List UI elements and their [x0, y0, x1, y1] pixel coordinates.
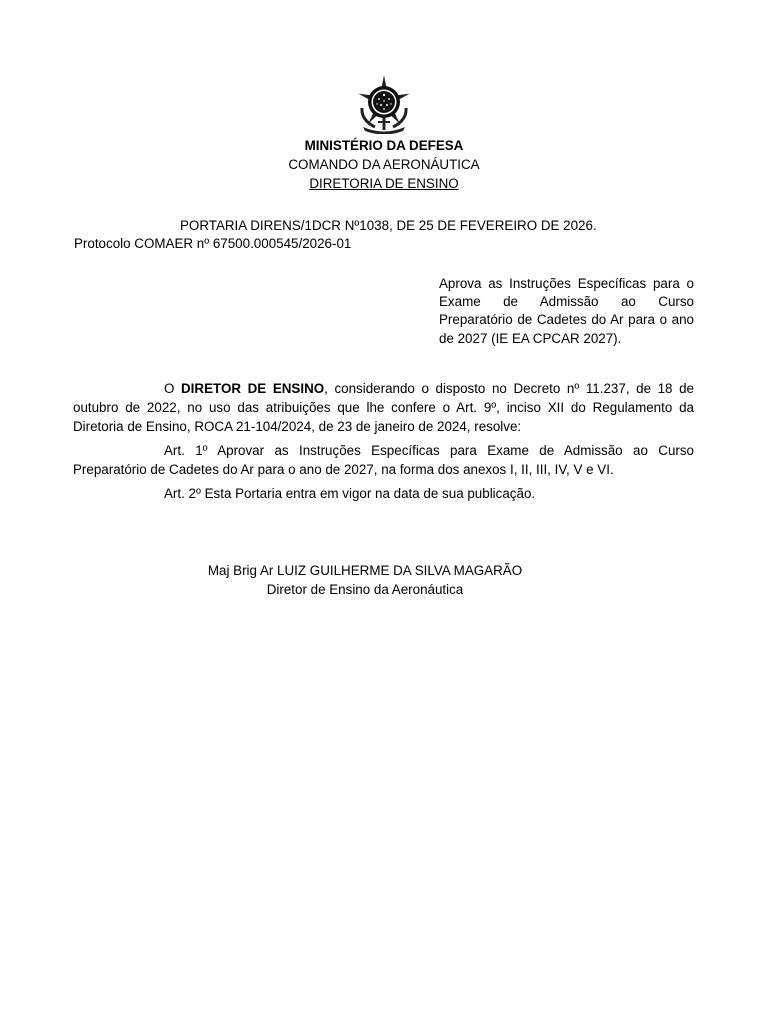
department-heading-text: DIRETORIA DE ENSINO	[309, 176, 459, 191]
portaria-title: PORTARIA DIRENS/1DCR Nº1038, DE 25 DE FEVEREIRO DE 2026.	[180, 218, 597, 233]
preamble-lead: O	[164, 381, 182, 396]
brazil-coat-of-arms-icon	[353, 74, 415, 134]
article-1: Art. 1º Aprovar as Instruções Específicas para Exame de Admissão ao Curso Preparatório de Cadetes do Ar para o ano de 2027, na forma dos anexos I, II, III, IV, V e VI.	[73, 443, 694, 477]
ministry-heading: MINISTÉRIO DA DEFESA	[304, 138, 464, 153]
protocolo-number: Protocolo COMAER nº 67500.000545/2026-01	[74, 236, 352, 251]
article-2: Art. 2º Esta Portaria entra em vigor na data de sua publicação.	[164, 486, 536, 501]
signatory-name: Maj Brig Ar LUIZ GUILHERME DA SILVA MAGARÃO	[207, 563, 523, 578]
preamble-rest: , considerando o disposto no Decreto nº 11.237, de 18 de outubro de 2022, no uso das atribuições que lhe confere o Art. 9º, inciso XII do Regulamento da Diretoria de Ensino, ROCA 21-104/2024, de 23 de janeiro de 2024, resolve:	[73, 381, 694, 434]
department-heading	[0, 175, 768, 193]
signatory-role: Diretor de Ensino da Aeronáutica	[266, 582, 464, 597]
preamble-paragraph	[73, 379, 694, 436]
ementa: Aprova as Instruções Específicas para o Exame de Admissão ao Curso Preparatório de Cadetes do Ar para o ano de 2027 (IE EA CPCAR 2027).	[439, 276, 694, 346]
preamble-authority: DIRETOR DE ENSINO	[181, 381, 325, 396]
command-heading: COMANDO DA AERONÁUTICA	[288, 157, 480, 172]
